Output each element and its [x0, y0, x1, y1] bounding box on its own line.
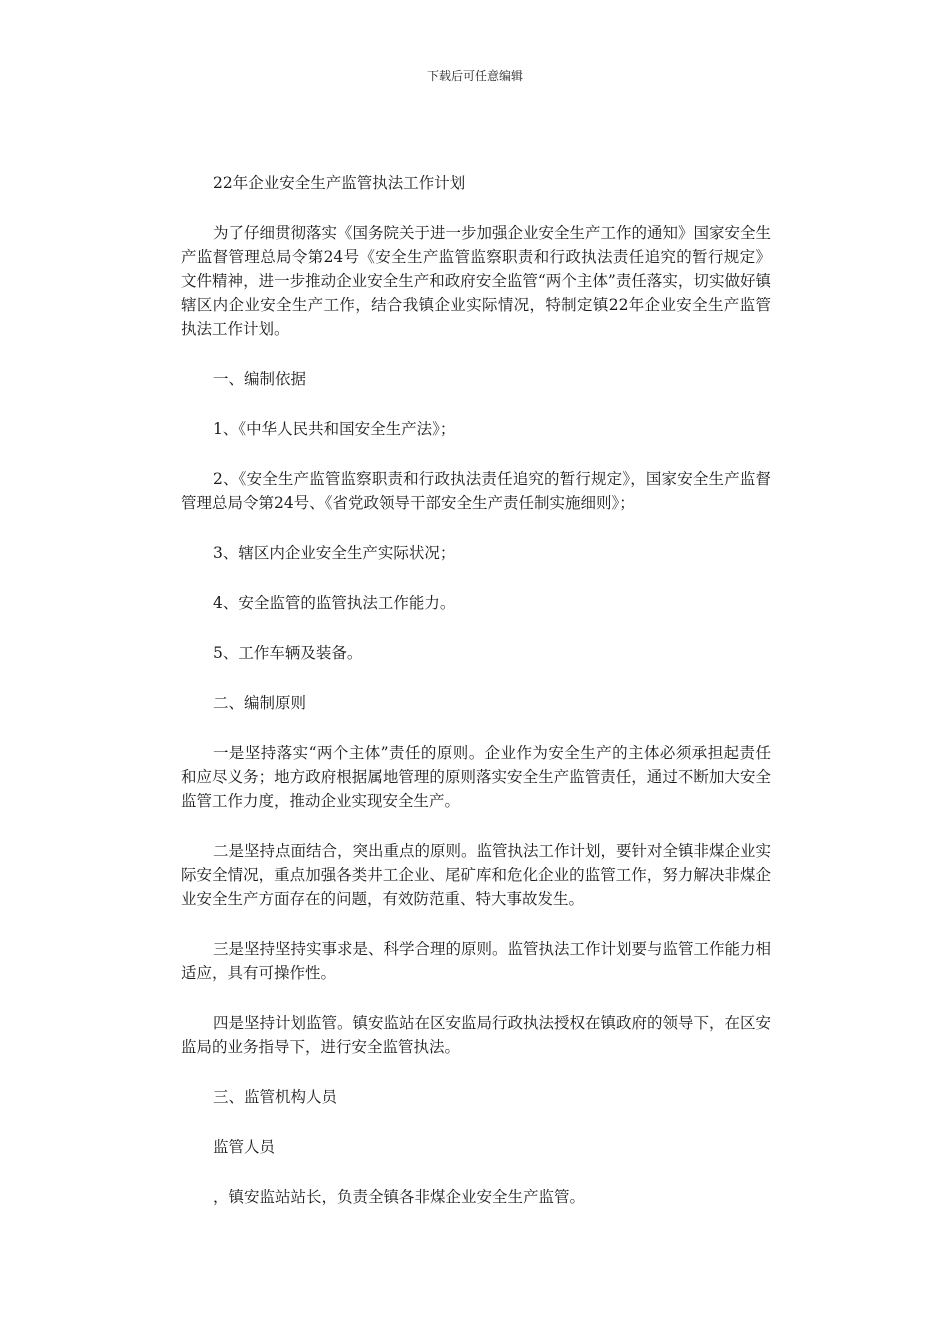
document-body [181, 171, 771, 1235]
section-heading-staff: 三、监管机构人员 [213, 1088, 338, 1106]
principle-4: 四是坚持计划监管。镇安监站在区安监局行政执法授权在镇政府的领导下，在区安监局的业务指导下，进行安全监管执法。 [181, 1014, 772, 1056]
principle-1: 一是坚持落实“两个主体”责任的原则。企业作为安全生产的主体必须承担起责任和应尽义务；地方政府根据属地管理的原则落实安全生产监管责任，通过不断加大安全监管工作力度，推动企业实现安全生产。 [181, 744, 771, 810]
page-header-note: 下载后可任意编辑 [426, 69, 523, 83]
principle-3: 三是坚持坚持实事求是、科学合理的原则。监管执法工作计划要与监管工作能力相适应，具有可操作性。 [181, 940, 772, 982]
basis-item-3: 3、辖区内企业安全生产实际状况； [213, 544, 456, 562]
document-title: 22年企业安全生产监管执法工作计划 [213, 174, 466, 192]
intro-paragraph: 为了仔细贯彻落实《国务院关于进一步加强企业安全生产工作的通知》国家安全生产监督管理总局令第24号《安全生产监管监察职责和行政执法责任追究的暂行规定》文件精神，进一步推动企业安全生产和政府安全监管“两个主体”责任落实，切实做好镇辖区内企业安全生产工作，结合我镇企业实际情况，特制定镇22年企业安全生产监管执法工作计划。 [181, 224, 772, 338]
section-heading-basis: 一、编制依据 [213, 370, 307, 388]
basis-item-2: 2、《安全生产监管监察职责和行政执法责任追究的暂行规定》，国家安全生产监督管理总局令第24号、《省党政领导干部安全生产责任制实施细则》； [181, 470, 771, 512]
staff-subheading: 监管人员 [213, 1138, 276, 1156]
basis-item-1: 1、《中华人民共和国安全生产法》； [213, 420, 456, 438]
basis-item-4: 4、安全监管的监管执法工作能力。 [213, 594, 456, 612]
basis-item-5: 5、工作车辆及装备。 [213, 644, 363, 662]
principle-2: 二是坚持点面结合，突出重点的原则。监管执法工作计划，要针对全镇非煤企业实际安全情况，重点加强各类井工企业、尾矿库和危化企业的监管工作，努力解决非煤企业安全生产方面存在的问题，有效防范重、特大事故发生。 [181, 842, 772, 908]
staff-item: ，镇安监站站长，负责全镇各非煤企业安全生产监管。 [213, 1188, 586, 1206]
section-heading-principles: 二、编制原则 [213, 694, 307, 712]
